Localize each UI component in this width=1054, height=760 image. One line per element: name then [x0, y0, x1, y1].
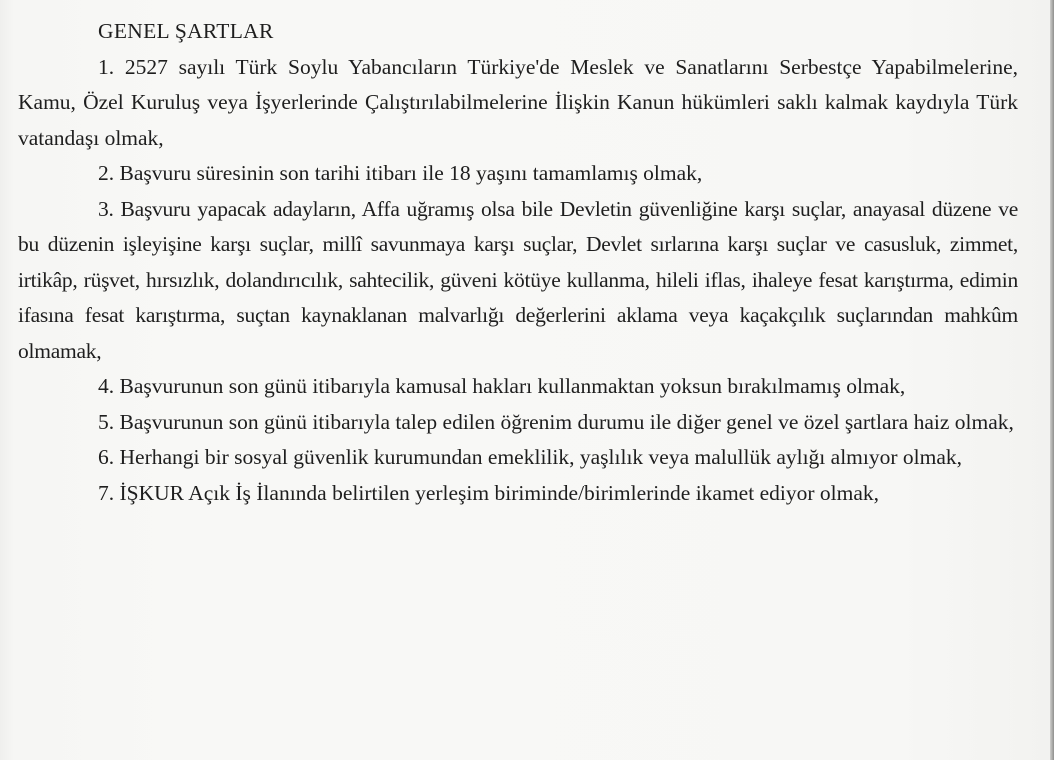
condition-item-5: 5. Başvurunun son günü itibarıyla talep edilen öğrenim durumu ile diğer genel ve özel şartlara haiz olmak,	[98, 409, 1014, 434]
condition-item-4: 4. Başvurunun son günü itibarıyla kamusal hakları kullanmaktan yoksun bırakılmamış olmak,	[98, 374, 906, 398]
document-body	[18, 14, 1018, 511]
section-heading: GENEL ŞARTLAR	[98, 19, 274, 43]
page-edge-shadow	[1050, 0, 1054, 760]
condition-item-6: 6. Herhangi bir sosyal güvenlik kurumundan emeklilik, yaşlılık veya malullük aylığı almıyor olmak,	[98, 445, 963, 469]
condition-item-7: 7. İŞKUR Açık İş İlanında belirtilen yerleşim biriminde/birimlerinde ikamet ediyor olmak,	[98, 480, 879, 505]
condition-item-2: 2. Başvuru süresinin son tarihi itibarı ile 18 yaşını tamamlamış olmak,	[98, 161, 703, 185]
condition-item-1: 1. 2527 sayılı Türk Soylu Yabancıların Türkiye'de Meslek ve Sanatlarını Serbestçe Yapabilmelerine, Kamu, Özel Kuruluş veya İşyerlerinde Çalıştırılabilmelerine İlişkin Kanun hükümleri saklı kalmak kaydıyla Türk vatandaşı olmak,	[18, 54, 1018, 150]
condition-item-3: 3. Başvuru yapacak adayların, Affa uğramış olsa bile Devletin güvenliğine karşı suçlar, anayasal düzene ve bu düzenin işleyişine karşı suçlar, millî savunmaya karşı suçlar, Devlet sırlarına karşı suçlar ve casusluk, zimmet, irtikâp, rüşvet, hırsızlık, dolandırıcılık, sahtecilik, güveni kötüye kullanma, hileli iflas, ihaleye fesat karıştırma, edimin ifasına fesat karıştırma, suçtan kaynaklanan malvarlığı değerlerini aklama veya kaçakçılık suçlarından mahkûm olmamak,	[18, 196, 1018, 363]
